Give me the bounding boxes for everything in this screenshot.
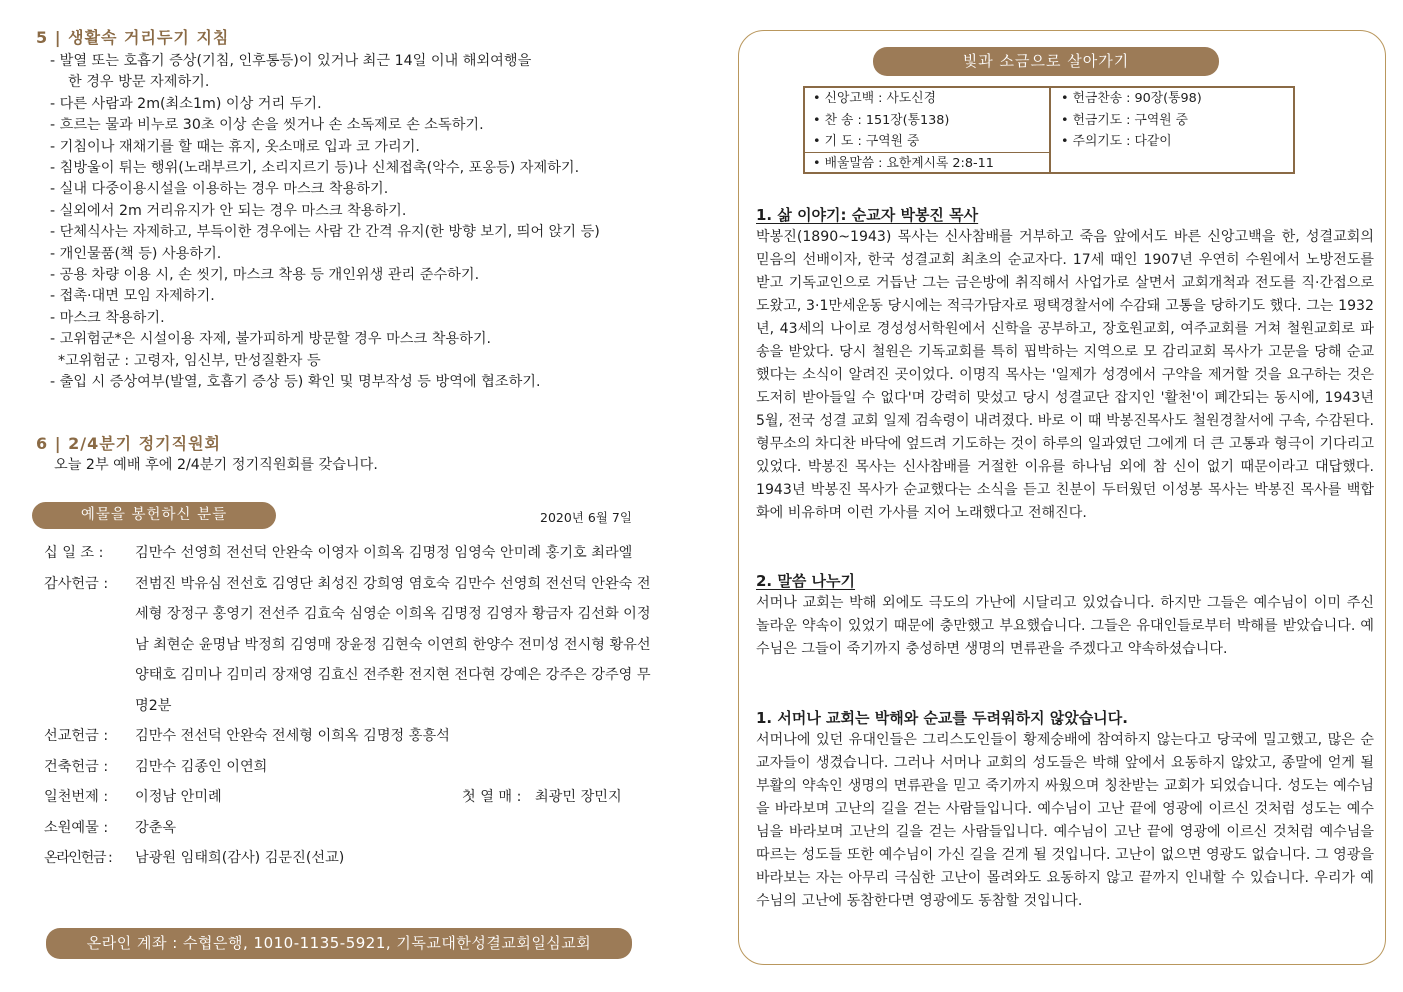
article-sharing bbox=[756, 570, 1374, 661]
worship-heading: 빛과 소금으로 살아가기 bbox=[873, 47, 1219, 76]
section5-title: 5 | 생활속 거리두기 지침 bbox=[36, 28, 230, 47]
guideline-item: - 기침이나 재채기를 할 때는 휴지, 옷소매로 입과 코 가리기. bbox=[50, 138, 420, 155]
guideline-item: - 발열 또는 호흡기 증상(기침, 인후통등)이 있거나 최근 14일 이내 해외여행을 bbox=[50, 53, 532, 69]
offering-names: 김만수 김종인 이연희 bbox=[135, 758, 268, 775]
article-title: 1. 삶 이야기: 순교자 박봉진 목사 bbox=[756, 206, 979, 224]
offering-row-mission bbox=[44, 721, 664, 752]
offering-names: 김만수 선영희 전선덕 안완숙 이영자 이희옥 김명정 임영숙 안미례 홍기호 최라엘 bbox=[135, 545, 633, 561]
order-divider bbox=[805, 152, 1049, 153]
guideline-item: - 실외에서 2m 거리유지가 안 되는 경우 마스크 착용하기. bbox=[50, 202, 407, 219]
guideline-item: - 고위험군*은 시설이용 자제, 불가피하게 방문할 경우 마스크 착용하기. bbox=[50, 331, 492, 348]
offering-label: 십 일 조 : bbox=[44, 545, 104, 561]
guideline-item: - 침방울이 튀는 행위(노래부르기, 소리지르기 등)나 신체접촉(악수, 포옹등) 자제하기. bbox=[50, 160, 580, 177]
guideline-item: - 흐르는 물과 비누로 30초 이상 손을 씻거나 손 소독제로 손 소독하기. bbox=[50, 117, 484, 134]
guideline-item: - 공용 차량 이용 시, 손 씻기, 마스크 착용 등 개인위생 관리 준수하기. bbox=[50, 267, 480, 284]
offering-names: 이정남 안미례 bbox=[135, 789, 222, 805]
offering-row-tithe bbox=[44, 538, 664, 569]
worship-order-right bbox=[1061, 88, 1293, 153]
offering-names: 전범진 박유심 전선호 김영단 최성진 강희영 염호숙 김만수 선영희 전선덕 안완숙 전세형 장정구 홍영기 전선주 김효숙 심영순 이희옥 김명정 김영자 황금자 김선화 이정남 최현순 윤명남 박정희 김영매 장윤정 김현숙 이연희 한양수 전미성 전시형 황유선 양태호 김미나 김미리 장재영 김효신 전주환 전지현 전다현 강예은 강주은 강주영 무명2분 bbox=[135, 575, 651, 714]
offering-row-thousand bbox=[44, 782, 664, 813]
article-smyrna bbox=[756, 707, 1374, 913]
order-item: • 신앙고백 : 사도신경 bbox=[813, 91, 936, 106]
guideline-item: - 출입 시 증상여부(발열, 호흡기 증상 등) 확인 및 명부작성 등 방역에 협조하기. bbox=[50, 374, 541, 391]
order-item: • 주의기도 : 다같이 bbox=[1061, 134, 1172, 149]
offering-heading: 예물을 봉헌하신 분들 bbox=[32, 502, 276, 529]
article-title: 1. 서머나 교회는 박해와 순교를 두려워하지 않았습니다. bbox=[756, 709, 1128, 727]
order-item: • 찬 송 : 151장(통138) bbox=[813, 112, 950, 128]
article-life-story bbox=[756, 204, 1374, 525]
guideline-item: - 실내 다중이용시설을 이용하는 경우 마스크 착용하기. bbox=[50, 181, 389, 198]
guidelines-section bbox=[36, 28, 672, 394]
offering-names: 남광원 임태희(감사) 김문진(선교) bbox=[135, 850, 345, 866]
offering-label: 건축헌금 : bbox=[44, 758, 109, 775]
order-item: • 헌금기도 : 구역원 중 bbox=[1061, 112, 1189, 128]
guideline-item: 한 경우 방문 자제하기. bbox=[68, 74, 210, 91]
firstfruit-label: 첫 열 매 : bbox=[462, 789, 522, 805]
meeting-section bbox=[36, 434, 378, 476]
guideline-list bbox=[36, 51, 672, 394]
order-item: • 배울말씀 : 요한계시록 2:8-11 bbox=[813, 155, 994, 171]
section6-title: 6 | 2/4분기 정기직원회 bbox=[36, 434, 221, 453]
online-account-banner: 온라인 계좌 : 수협은행, 1010-1135-5921, 기독교대한성결교회일심교회 bbox=[46, 928, 632, 959]
offering-names: 김만수 전선덕 안완숙 전세형 이희옥 김명정 홍흥석 bbox=[135, 728, 450, 744]
guideline-item: - 다른 사람과 2m(최소1m) 이상 거리 두기. bbox=[50, 95, 322, 112]
offering-row-thanks bbox=[44, 569, 664, 722]
article-title: 2. 말씀 나누기 bbox=[756, 572, 856, 590]
offering-row-building bbox=[44, 752, 664, 783]
guideline-note: *고위험군 : 고령자, 임신부, 만성질환자 등 bbox=[58, 352, 321, 369]
article-body: 서머나 교회는 박해 외에도 극도의 가난에 시달리고 있었습니다. 하지만 그들은 예수님이 이미 주신 놀라운 약속이 있었기 때문에 충만했고 부요했습니다. 그들은 유대인들로부터 박해를 받았습니다. 예수님은 그들이 죽기까지 충성하면 생명의 면류관을 주겠다고 약속하셨습니다. bbox=[756, 595, 1374, 657]
guideline-item: - 단체식사는 자제하고, 부득이한 경우에는 사람 간 간격 유지(한 방향 보기, 띄어 앉기 등) bbox=[50, 224, 600, 241]
offering-list bbox=[44, 538, 664, 874]
guideline-item: - 마스크 착용하기. bbox=[50, 309, 165, 326]
offering-row-online bbox=[44, 843, 664, 874]
offering-date: 2020년 6월 7일 bbox=[540, 510, 632, 525]
order-divider bbox=[1049, 88, 1051, 172]
firstfruit-names: 최광민 장민지 bbox=[534, 789, 622, 805]
order-item: • 헌금찬송 : 90장(통98) bbox=[1061, 91, 1202, 106]
offering-label: 감사헌금 : bbox=[44, 575, 109, 592]
offering-names: 강춘옥 bbox=[135, 819, 177, 836]
offering-label: 선교헌금 : bbox=[44, 728, 109, 744]
article-body: 서머나에 있던 유대인들은 그리스도인들이 황제숭배에 참여하지 않는다고 당국에 밀고했고, 많은 순교자들이 생겼습니다. 그러나 서머나 교회의 성도들은 박해 앞에서 요동하지 않았고, 종말에 얻게 될 부활의 약속인 생명의 면류관을 믿고 죽기까지 싸웠으며 칭찬받는 교회가 되었습니다. 성도는 예수님을 바라보며 고난의 길을 걷는 사람들입니다. 예수님이 고난 끝에 영광에 이르신 것처럼 성도는 예수님을 바라보며 고난의 길을 걷는 사람들입니다. 예수님이 고난 끝에 영광에 이르신 것처럼 예수님을 따르는 성도들 또한 예수님이 가신 길을 걷게 될 것입니다. 고난이 없으면 영광도 없습니다. 그 영광을 바라보는 자는 아무리 극심한 고난이 몰려와도 요동하지 않고 끝까지 인내할 수 있습니다. 우리가 예수님의 고난에 동참한다면 영광에도 동참할 것입니다. bbox=[756, 732, 1374, 909]
guideline-item: - 접촉·대면 모임 자제하기. bbox=[50, 288, 215, 305]
firstfruit-group bbox=[462, 782, 622, 813]
article-body: 박봉진(1890~1943) 목사는 신사참배를 거부하고 죽음 앞에서도 바른 신앙고백을 한, 성결교회의 믿음의 선배이자, 한국 성결교회 최초의 순교자다. 17세 때인 1907년 우연히 수원에서 노방전도를 받고 기독교인으로 거듭난 그는 금은방에 취직해서 사업가로 살면서 교회개척과 전도를 직·간접으로 도왔고, 3·1만세운동 당시에는 적극가담자로 평택경찰서에 수감돼 고통을 당하기도 했다. 그는 1932년, 43세의 나이로 경성성서학원에서 신학을 공부하고, 장호원교회, 여주교회를 거쳐 철원교회로 파송을 받았다. 당시 철원은 기독교회를 특히 핍박하는 지역으로 모 감리교회 목사가 고문을 당해 순교했다는 소식이 알려진 곳이었다. 이명직 목사는 '일제가 성경에서 구약을 제거할 것을 요구하는 것은 도저히 받아들일 수 없다'며 강력히 맞섰고 당시 성결교단 잡지인 '활천'이 폐간되는 동시에, 1943년 5월, 전국 성결 교회 일제 검속령이 내려졌다. 바로 이 때 박봉진목사도 철원경찰서에 구속, 수감된다. 형무소의 차디찬 바닥에 엎드려 기도하는 것이 하루의 일과였던 그에게 더 큰 고통과 형극이 기다리고 있었다. 박봉진 목사는 신사참배를 거절한 이유를 하나님 외에 참 신이 없기 때문이라고 대답했다. 1943년 박봉진 목사가 순교했다는 소식을 듣고 친분이 두터웠던 이성봉 목사는 박봉진 목사를 백합화에 비유하며 이런 가사를 지어 노래했다고 전해진다. bbox=[756, 229, 1374, 521]
offering-row-wish bbox=[44, 813, 664, 844]
worship-order-box bbox=[803, 86, 1295, 174]
worship-order-left bbox=[813, 88, 1049, 174]
offering-label: 온라인헌금 : bbox=[44, 850, 112, 866]
section6-text: 오늘 2부 예배 후에 2/4분기 정기직원회를 갖습니다. bbox=[54, 457, 378, 473]
offering-label: 일천번제 : bbox=[44, 789, 109, 805]
order-item: • 기 도 : 구역원 중 bbox=[813, 134, 920, 149]
offering-label: 소원예물 : bbox=[44, 819, 109, 836]
guideline-item: - 개인물품(책 등) 사용하기. bbox=[50, 245, 222, 262]
